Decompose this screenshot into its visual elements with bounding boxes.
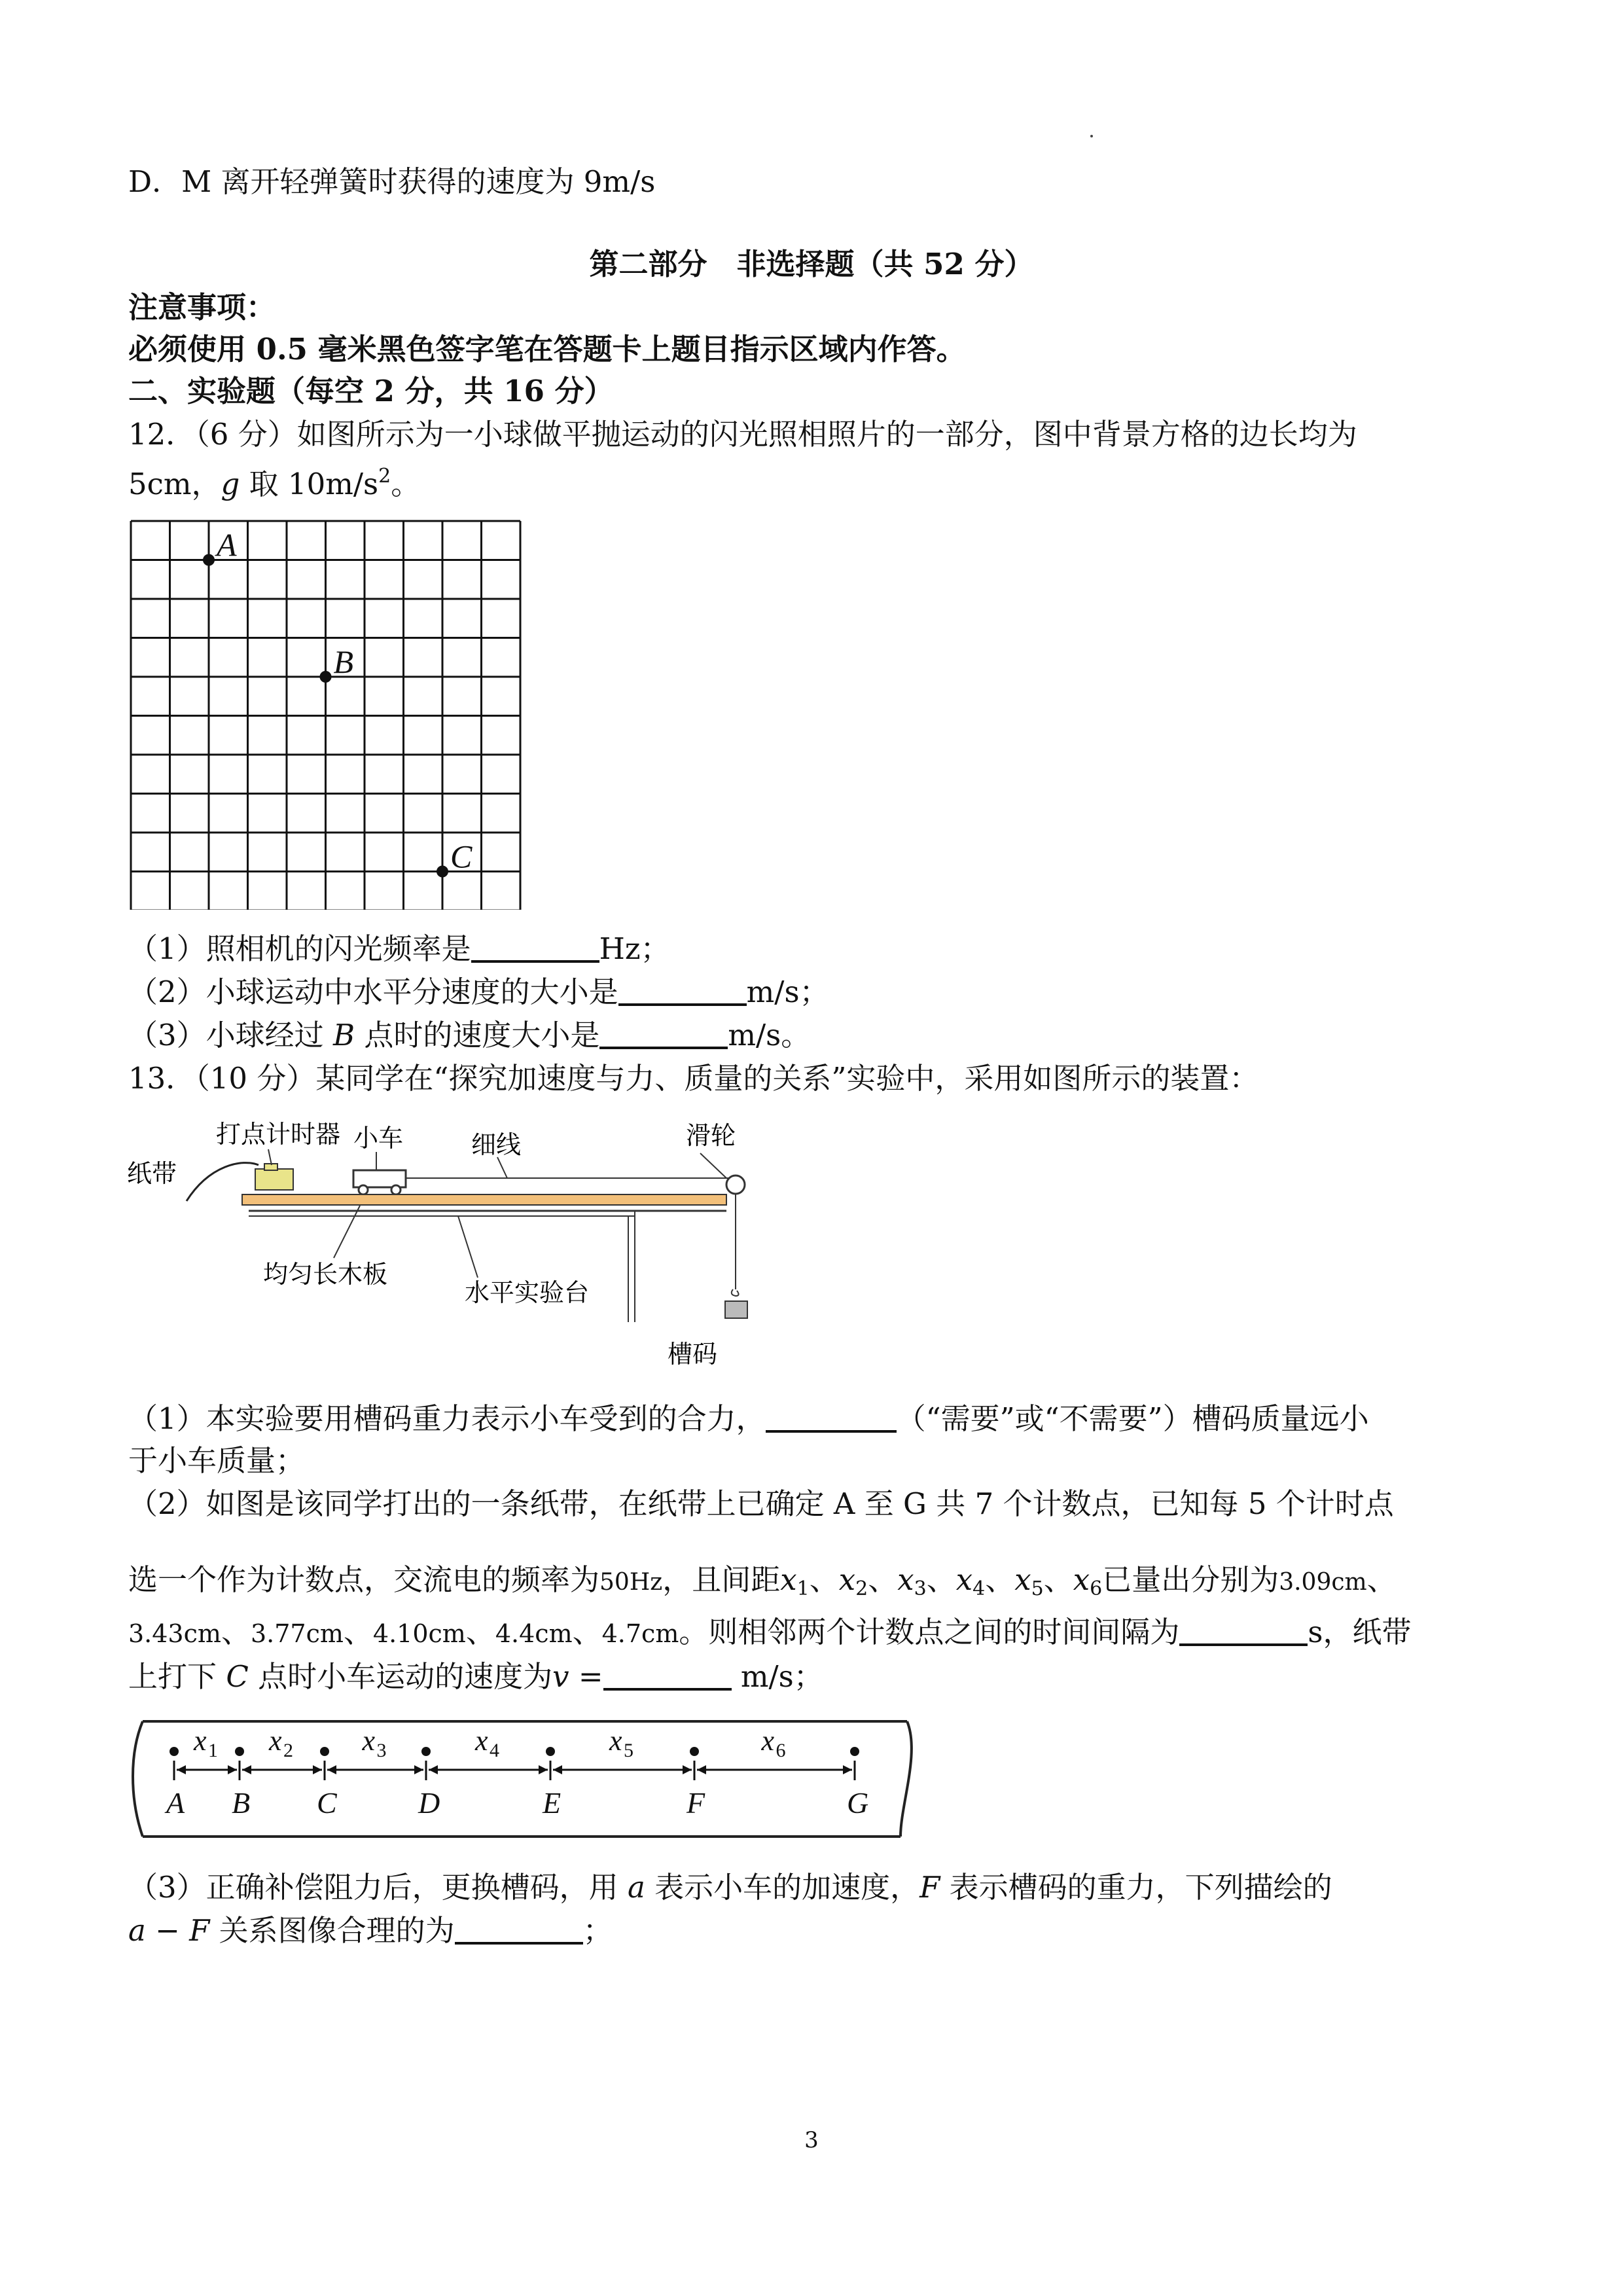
answer-blank-graph[interactable] — [455, 1916, 583, 1945]
point-b-marker — [320, 671, 332, 683]
separator: 、 — [868, 1562, 898, 1597]
q12-sub3-text: （3）小球经过 — [128, 1018, 324, 1052]
q12-stem-line1: 12．（6 分）如图所示为一小球做平抛运动的闪光照相照片的一部分，图中背景方格的边长均为 — [128, 417, 1357, 452]
cart-wheel — [359, 1185, 368, 1194]
q12-stem-line2 — [128, 456, 420, 505]
separator: 、 — [343, 1615, 373, 1649]
leader-line — [458, 1216, 478, 1278]
frequency-value: 50Hz — [599, 1569, 663, 1596]
point-c-label: C — [450, 838, 473, 875]
answer-blank-frequency[interactable] — [471, 934, 599, 963]
distance-x1: 3.09cm — [1279, 1569, 1367, 1596]
arrow-head — [414, 1765, 423, 1774]
q13-sub2-unit: m/s； — [740, 1659, 823, 1694]
gap-subscript: 3 — [376, 1740, 387, 1761]
separator: 、 — [985, 1562, 1015, 1597]
q13-sub2-line1: （2）如图是该同学打出的一条纸带，在纸带上已确定 A 至 G 共 7 个计数点，已知每 5 个计时点 — [128, 1486, 1394, 1521]
gap-label-x5: x — [609, 1725, 622, 1757]
separator: 、 — [1366, 1562, 1397, 1597]
q12-sub3 — [128, 1014, 810, 1056]
v-symbol: v — [552, 1659, 569, 1694]
q12-text: 5cm， — [128, 467, 221, 501]
tape-point-d: D — [418, 1786, 440, 1820]
q13-sub2-text: 选一个作为计数点，交流电的频率为 — [128, 1562, 600, 1597]
notice-title: 注意事项： — [128, 290, 276, 325]
gap-label-x3: x — [362, 1725, 376, 1757]
equals-sign: = — [569, 1659, 603, 1694]
tape-point-a: A — [166, 1786, 185, 1820]
distance-x6: 4.7cm — [601, 1619, 679, 1648]
arrow-head — [683, 1765, 692, 1774]
answer-blank-velocity-c[interactable] — [603, 1662, 732, 1691]
q13-sub2-text: 。则相邻两个计数点之间的时间间隔为 — [679, 1615, 1180, 1649]
subscript: 5 — [1031, 1577, 1044, 1600]
q13-sub2-unit: s，纸带 — [1308, 1615, 1412, 1649]
q12-sub3-text: 点时的速度大小是 — [355, 1018, 600, 1052]
arrow-head — [327, 1765, 336, 1774]
answer-blank-horizontal-speed[interactable] — [618, 977, 747, 1006]
leader-line — [700, 1153, 726, 1178]
tape-dot — [421, 1747, 431, 1756]
point-a-label: A — [217, 526, 237, 564]
tape-right-edge — [901, 1721, 912, 1837]
arrow-head — [242, 1765, 251, 1774]
q13-sub3-text: 关系图像合理的为 — [209, 1913, 455, 1948]
q13-sub3-text: 表示小车的加速度， — [654, 1870, 920, 1905]
subscript: 6 — [1090, 1577, 1103, 1600]
q12-text: 。 — [391, 467, 421, 501]
separator: 、 — [572, 1615, 602, 1649]
arrow-head — [553, 1765, 562, 1774]
subscript: 4 — [972, 1577, 986, 1600]
q13-sub3-text: ； — [582, 1913, 613, 1948]
q13-sub3-line1 — [128, 1867, 1332, 1909]
arrow-head — [843, 1765, 852, 1774]
cart-wheel — [391, 1185, 401, 1194]
arrow-head — [228, 1765, 237, 1774]
gap-subscript: 4 — [490, 1740, 499, 1761]
leader-line — [268, 1149, 272, 1165]
answer-blank-speed-at-b[interactable] — [599, 1020, 728, 1049]
tape-left-edge — [133, 1721, 143, 1837]
tape-dot — [320, 1747, 329, 1756]
point-b-symbol: B — [332, 1018, 355, 1052]
q13-sub1-text: （1）本实验要用槽码重力表示小车受到的合力， — [128, 1401, 766, 1436]
point-c-symbol: C — [226, 1659, 249, 1694]
answer-blank-time-interval[interactable] — [1179, 1617, 1308, 1646]
option-d: D．M 离开轻弹簧时获得的速度为 9m/s — [128, 164, 656, 199]
distance-x2: 3.43cm — [128, 1619, 221, 1648]
paper-tape-figure — [128, 1713, 920, 1844]
x-symbol: x — [955, 1562, 973, 1597]
leader-line — [334, 1206, 360, 1258]
wooden-board — [242, 1194, 726, 1205]
q13-sub2-line3 — [128, 1611, 1411, 1655]
subscript: 2 — [855, 1577, 868, 1600]
tape-dot — [690, 1747, 699, 1756]
x-symbol: x — [1073, 1562, 1090, 1597]
label-tape: 纸带 — [127, 1159, 177, 1188]
gap-label-x6: x — [761, 1725, 775, 1757]
projectile-grid-figure — [124, 517, 530, 910]
tape-dot — [850, 1747, 859, 1756]
point-a-marker — [203, 554, 215, 566]
pulley-wheel — [726, 1175, 745, 1194]
subscript: 3 — [914, 1577, 927, 1600]
separator: 、 — [465, 1615, 495, 1649]
q12-sub2-text: （2）小球运动中水平分速度的大小是 — [128, 975, 618, 1009]
label-string: 细线 — [471, 1130, 522, 1159]
gap-label-x1: x — [194, 1725, 207, 1757]
q12-sub1 — [128, 928, 670, 970]
point-c-marker — [437, 866, 448, 878]
tape-dot — [235, 1747, 244, 1756]
separator: 、 — [1043, 1562, 1073, 1597]
label-timer: 打点计时器 — [216, 1120, 341, 1149]
a-f-symbol: a − F — [128, 1913, 210, 1948]
separator: 、 — [221, 1615, 251, 1649]
q13-sub1-text: （“需要”或“不需要”）槽码质量远小 — [896, 1401, 1369, 1436]
x-symbol: x — [897, 1562, 914, 1597]
page-number: 3 — [804, 2127, 819, 2153]
arrow-head — [539, 1765, 548, 1774]
q12-sub2-unit: m/s； — [746, 975, 829, 1009]
label-cart: 小车 — [353, 1124, 404, 1153]
leader-line — [497, 1157, 507, 1178]
q13-sub3-line2 — [128, 1910, 613, 1952]
gap-subscript: 2 — [283, 1740, 293, 1761]
tape-dot — [169, 1747, 179, 1756]
label-weight: 槽码 — [668, 1340, 718, 1369]
timer-box — [255, 1169, 293, 1190]
label-table: 水平实验台 — [465, 1278, 590, 1307]
separator: 、 — [926, 1562, 956, 1597]
q13-sub3-text: 表示槽码的重力，下列描绘的 — [949, 1870, 1332, 1905]
gap-subscript: 5 — [624, 1740, 633, 1761]
q13-sub2-text: 已量出分别为 — [1102, 1562, 1279, 1597]
f-symbol: F — [919, 1870, 940, 1905]
q13-sub2-line2 — [128, 1559, 1397, 1610]
tape-point-e: E — [543, 1786, 562, 1820]
q12-sub2 — [128, 971, 829, 1013]
q13-sub1-line2: 于小车质量； — [128, 1443, 306, 1478]
distance-x3: 3.77cm — [250, 1619, 344, 1648]
label-board: 均匀长木板 — [263, 1260, 388, 1289]
apparatus-figure — [124, 1106, 779, 1381]
q12-sub3-unit: m/s。 — [728, 1018, 811, 1052]
section-title: 第二部分 非选择题（共 52 分） — [589, 247, 1034, 281]
q13-sub2-line4 — [128, 1656, 823, 1698]
tape-point-c: C — [317, 1786, 337, 1820]
x-symbol: x — [838, 1562, 856, 1597]
q12-sub1-text: （1）照相机的闪光频率是 — [128, 931, 471, 966]
arrow-head — [429, 1765, 438, 1774]
gap-label-x4: x — [475, 1725, 488, 1757]
notice-text: 必须使用 0.5 毫米黑色签字笔在答题卡上题目指示区域内作答。 — [128, 332, 966, 367]
x-symbol: x — [780, 1562, 797, 1597]
arrow-head — [697, 1765, 706, 1774]
x-symbol: x — [1014, 1562, 1031, 1597]
hook — [732, 1289, 739, 1296]
answer-blank-need[interactable] — [766, 1404, 897, 1433]
q13-sub1-line1 — [128, 1398, 1369, 1440]
weight-block — [725, 1301, 747, 1318]
gap-subscript: 1 — [208, 1740, 218, 1761]
g-symbol: g — [221, 467, 240, 501]
superscript: 2 — [378, 465, 391, 488]
distance-x4: 4.10cm — [372, 1619, 466, 1648]
q12-text: 取 10m/s — [240, 467, 379, 501]
point-b-label: B — [333, 643, 354, 680]
gap-label-x2: x — [269, 1725, 282, 1757]
part-title: 二、实验题（每空 2 分，共 16 分） — [128, 374, 614, 408]
arrow-head — [177, 1765, 186, 1774]
gap-subscript: 6 — [776, 1740, 786, 1761]
subscript: 1 — [796, 1577, 810, 1600]
tape-point-g: G — [847, 1786, 869, 1820]
a-symbol: a — [627, 1870, 645, 1905]
tape-dot — [546, 1747, 555, 1756]
q13-sub2-text: 上打下 — [128, 1659, 217, 1694]
separator: 、 — [809, 1562, 839, 1597]
label-pulley: 滑轮 — [686, 1121, 736, 1150]
stray-dot — [1090, 135, 1093, 137]
q13-sub3-text: （3）正确补偿阻力后，更换槽码，用 — [128, 1870, 618, 1905]
tape-point-f: F — [687, 1786, 705, 1820]
distance-x5: 4.4cm — [495, 1619, 573, 1648]
tape-point-b: B — [232, 1786, 251, 1820]
arrow-head — [313, 1765, 322, 1774]
q13-stem: 13．（10 分）某同学在“探究加速度与力、质量的关系”实验中，采用如图所示的装置： — [128, 1061, 1259, 1096]
q13-sub2-text: ，且间距 — [662, 1562, 781, 1597]
q13-sub2-text: 点时小车运动的速度为 — [248, 1659, 553, 1694]
q12-sub1-unit: Hz； — [599, 931, 670, 966]
